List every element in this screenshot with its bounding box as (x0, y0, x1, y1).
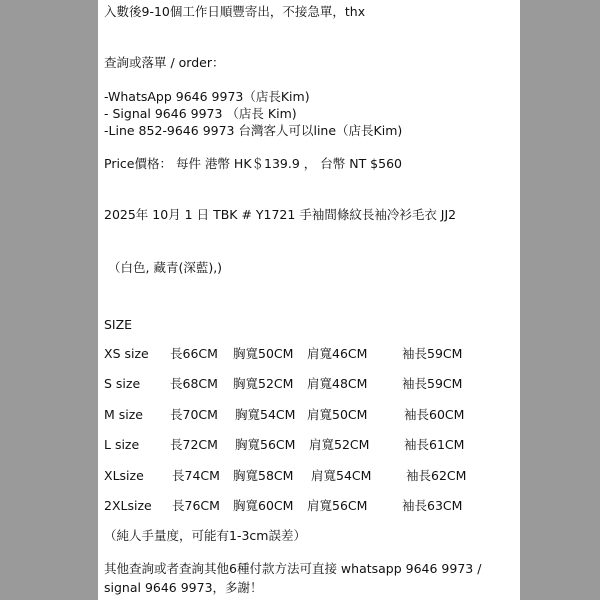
chest-value: 胸寬50CM (233, 346, 294, 361)
size-label: 2XLsize (104, 498, 152, 513)
price-line: Price價格： 每件 港幣 HK＄139.9 ， 台幣 NT $560 (104, 156, 402, 171)
document-page (98, 0, 520, 600)
chest-value: 胸寬54CM (235, 407, 296, 422)
sleeve-value: 袖長60CM (404, 407, 465, 422)
shoulder-value: 肩寬50CM (307, 407, 368, 422)
size-label: L size (104, 437, 140, 452)
sleeve-value: 袖長61CM (404, 437, 465, 452)
sleeve-value: 袖長62CM (406, 468, 467, 483)
length-value: 長74CM (172, 468, 220, 483)
length-value: 長70CM (170, 407, 218, 422)
closing-note: 其他查詢或者查詢其他6種付款方法可直接 whatsapp 9646 9973 / signal 9646 9973，多謝！ (104, 561, 482, 595)
chest-value: 胸寬58CM (233, 468, 294, 483)
size-label: S size (104, 376, 141, 391)
size-label: XLsize (104, 468, 144, 483)
shoulder-value: 肩寬52CM (309, 437, 370, 452)
shoulder-value: 肩寬48CM (307, 376, 368, 391)
product-line: 2025年 10月 1 日 TBK # Y1721 手袖間條紋長袖冷衫毛衣 JJ2 (104, 207, 457, 222)
length-value: 長72CM (170, 437, 218, 452)
sleeve-value: 袖長63CM (402, 498, 463, 513)
size-heading: SIZE (104, 317, 133, 332)
chest-value: 胸寬52CM (233, 376, 294, 391)
shoulder-value: 肩寬54CM (311, 468, 372, 483)
sleeve-value: 袖長59CM (402, 376, 463, 391)
chest-value: 胸寬56CM (235, 437, 296, 452)
length-value: 長68CM (170, 376, 218, 391)
contact-line: -Line 852-9646 9973 台灣客人可以line（店長Kim) (104, 123, 403, 138)
measurement-note: （純人手量度，可能有1-3cm誤差） (104, 528, 306, 543)
sleeve-value: 袖長59CM (402, 346, 463, 361)
length-value: 長66CM (170, 346, 218, 361)
order-heading: 查詢或落單 / order： (104, 55, 225, 70)
contact-whatsapp: -WhatsApp 9646 9973（店長Kim) (104, 89, 310, 104)
size-label: M size (104, 407, 143, 422)
shoulder-value: 肩寬46CM (307, 346, 368, 361)
color-options: （白色, 藏青(深藍),) (108, 260, 223, 275)
chest-value: 胸寬60CM (233, 498, 294, 513)
size-label: XS size (104, 346, 149, 361)
shoulder-value: 肩寬56CM (307, 498, 368, 513)
contact-signal: - Signal 9646 9973 （店長 Kim) (104, 106, 297, 121)
length-value: 長76CM (172, 498, 220, 513)
shipping-note: 入數後9-10個工作日順豐寄出，不接急單，thx (104, 4, 366, 19)
